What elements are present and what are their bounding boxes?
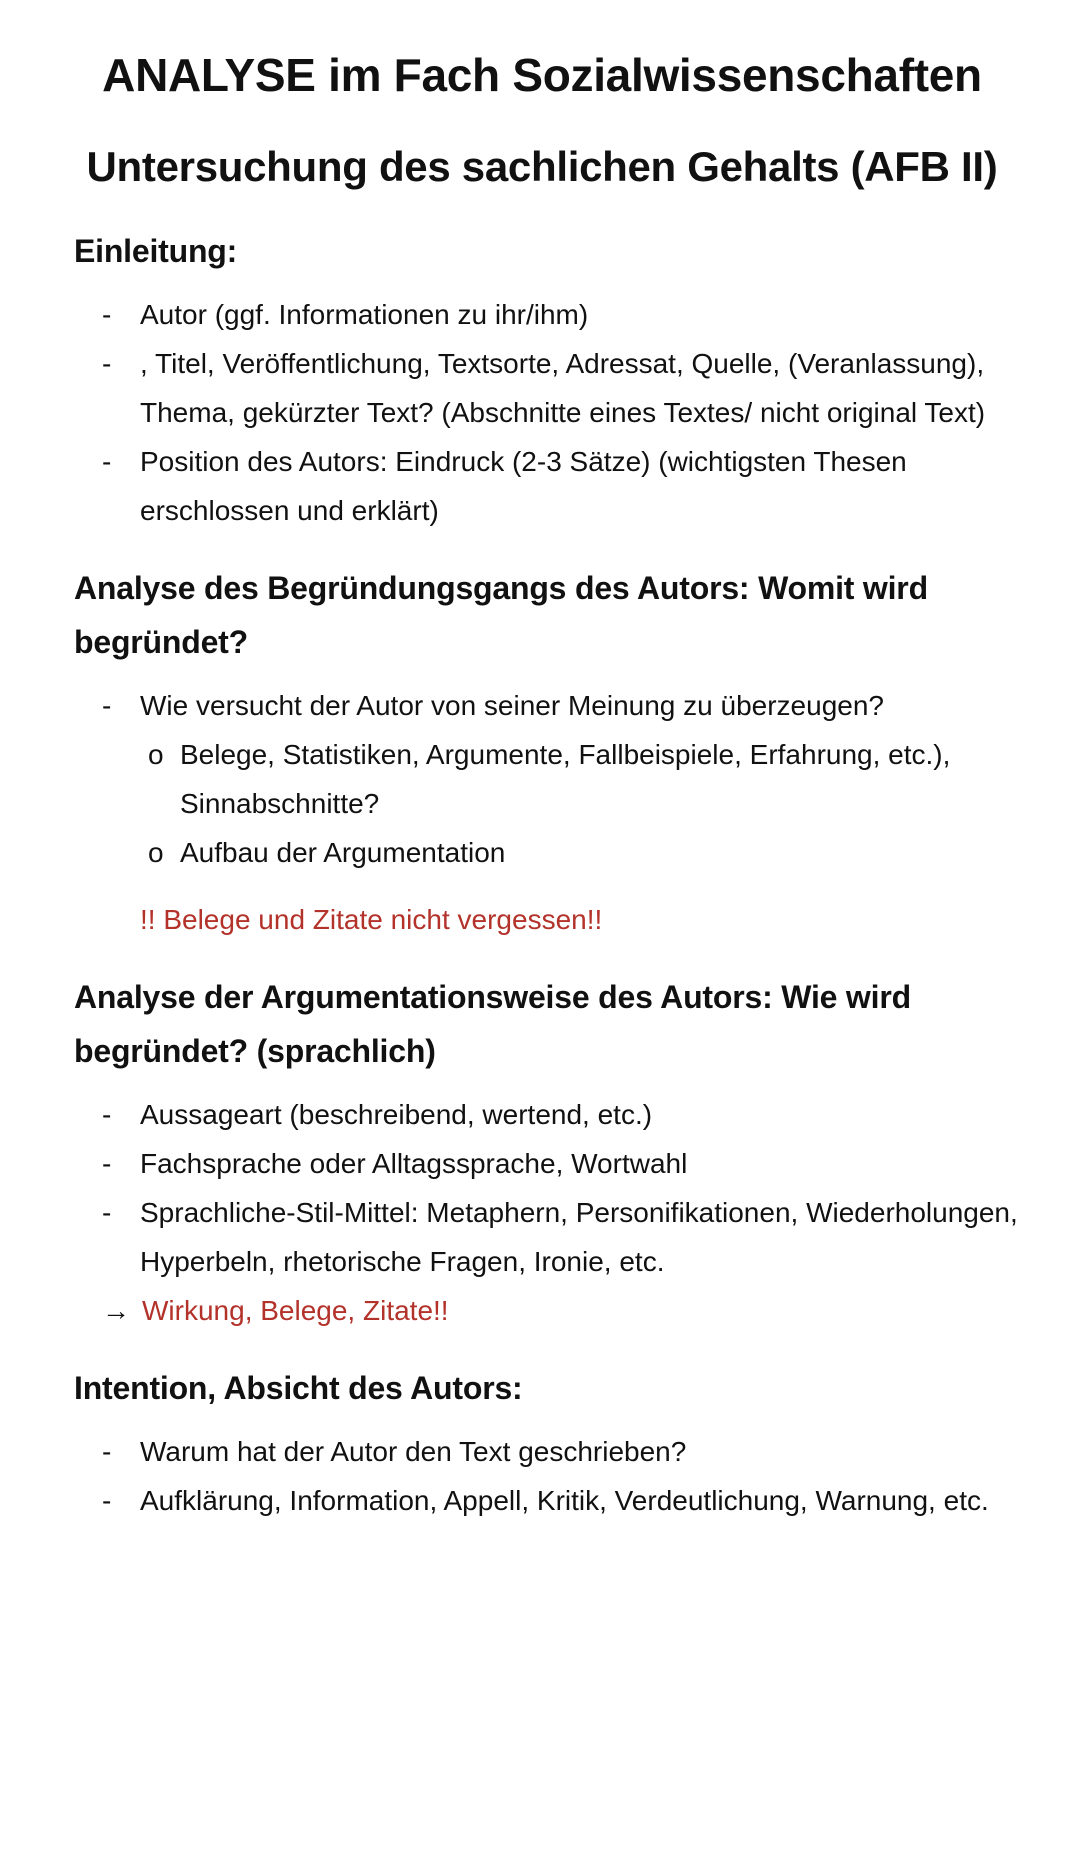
section-heading: Analyse des Begründungsgangs des Autors: Womit wird begründet?: [74, 570, 928, 660]
sub-bullet-list: [102, 730, 1020, 877]
dash-bullet: -: [102, 1485, 112, 1516]
bullet-list: [74, 290, 1020, 535]
list-item-text: Position des Autors: Eindruck (2-3 Sätze) (wichtigsten Thesen erschlossen und erklärt): [140, 446, 907, 526]
effect-note-text: Wirkung, Belege, Zitate!!: [142, 1295, 449, 1326]
list-item-text: Aufklärung, Information, Appell, Kritik, Verdeutlichung, Warnung, etc.: [140, 1485, 989, 1516]
dash-bullet: -: [102, 1099, 112, 1130]
circle-bullet: o: [148, 837, 164, 868]
list-item: [102, 1188, 1020, 1286]
bullet-list: [74, 1090, 1020, 1286]
list-item: [102, 681, 1020, 730]
circle-bullet: o: [148, 739, 164, 770]
reminder-note: !! Belege und Zitate nicht vergessen!!: [140, 904, 603, 935]
list-item: [102, 1427, 1020, 1476]
dash-bullet: -: [102, 1197, 112, 1228]
list-item: [102, 1476, 1020, 1525]
section-argumentationsweise: [74, 970, 1020, 1335]
list-item: [102, 1139, 1020, 1188]
list-item-text: Sprachliche-Stil-Mittel: Metaphern, Personifikationen, Wiederholungen, Hyperbeln, rhetorische Fragen, Ironie, etc.: [140, 1197, 1018, 1277]
dash-bullet: -: [102, 1436, 112, 1467]
document-title: ANALYSE im Fach Sozialwissenschaften: [102, 49, 982, 101]
sub-list-item-text: Aufbau der Argumentation: [180, 837, 506, 868]
section-intention: [74, 1361, 1020, 1525]
arrow-right-icon: →: [102, 1295, 130, 1326]
bullet-list: [74, 681, 1020, 730]
section-begruendungsgang: [74, 561, 1020, 944]
document-subtitle: Untersuchung des sachlichen Gehalts (AFB II): [86, 143, 998, 190]
dash-bullet: -: [102, 299, 112, 330]
list-item: [102, 290, 1020, 339]
section-einleitung: [74, 224, 1020, 535]
list-item-text: Aussageart (beschreibend, wertend, etc.): [140, 1099, 653, 1130]
dash-bullet: -: [102, 690, 112, 721]
list-item: [102, 339, 1020, 437]
list-item-text: , Titel, Veröffentlichung, Textsorte, Adressat, Quelle, (Veranlassung), Thema, gekürzter Text? (Abschnitte eines Textes/ nicht original Text): [140, 348, 986, 428]
list-item-text: Warum hat der Autor den Text geschrieben?: [140, 1436, 687, 1467]
list-item: [102, 437, 1020, 535]
section-heading: Intention, Absicht des Autors:: [74, 1370, 523, 1406]
dash-bullet: -: [102, 348, 112, 379]
section-heading: Analyse der Argumentationsweise des Autors: Wie wird begründet? (sprachlich): [74, 979, 911, 1069]
bullet-list: [74, 1427, 1020, 1525]
effect-note: [102, 1286, 1020, 1335]
sub-list-item: [148, 828, 1020, 877]
sub-list-item-text: Belege, Statistiken, Argumente, Fallbeispiele, Erfahrung, etc.), Sinnabschnitte?: [180, 739, 951, 819]
list-item-text: Wie versucht der Autor von seiner Meinung zu überzeugen?: [140, 690, 884, 721]
list-item-text: Fachsprache oder Alltagssprache, Wortwahl: [140, 1148, 688, 1179]
list-item-text: Autor (ggf. Informationen zu ihr/ihm): [140, 299, 589, 330]
sub-list-item: [148, 730, 1020, 828]
dash-bullet: -: [102, 446, 112, 477]
dash-bullet: -: [102, 1148, 112, 1179]
list-item: [102, 1090, 1020, 1139]
section-heading: Einleitung:: [74, 233, 238, 269]
